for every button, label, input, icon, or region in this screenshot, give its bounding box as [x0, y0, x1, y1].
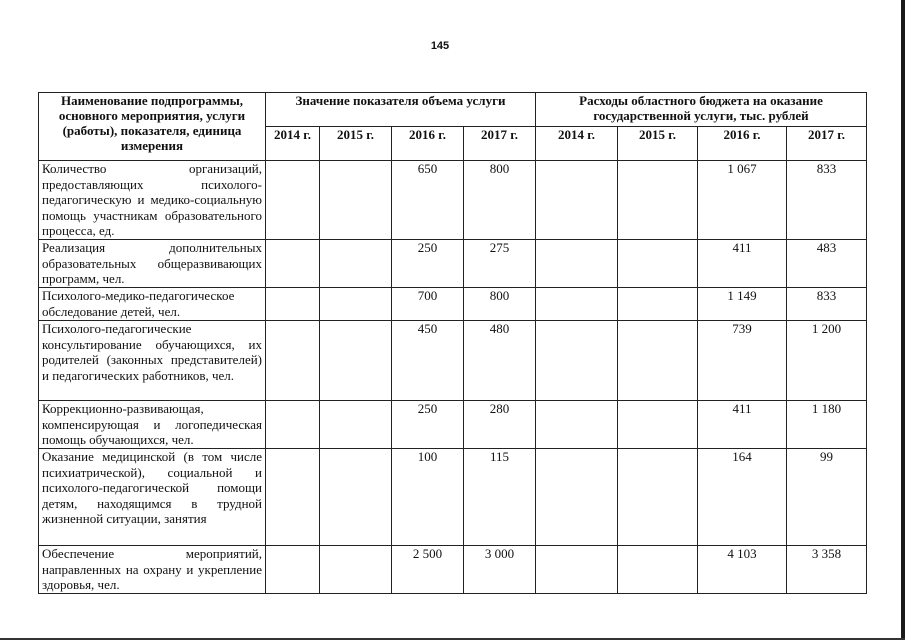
- volume-2017: 280: [464, 401, 536, 449]
- volume-2016: 700: [392, 288, 464, 321]
- volume-2017: 800: [464, 288, 536, 321]
- budget-2016: 1 149: [698, 288, 787, 321]
- row-name: Психолого-педагогические консультирование обучающихся, их родителей (законных представителей) и педагогических работников, чел.: [39, 321, 266, 401]
- volume-2017: 115: [464, 449, 536, 546]
- budget-2016: 164: [698, 449, 787, 546]
- volume-2015: [320, 546, 392, 594]
- table-row: [39, 161, 867, 240]
- volume-2015: [320, 401, 392, 449]
- budget-2014: [536, 161, 618, 240]
- budget-2015: [618, 240, 698, 288]
- table-row: [39, 401, 867, 449]
- budget-2017: 1 200: [787, 321, 867, 401]
- budget-2016: 411: [698, 401, 787, 449]
- budget-2014: [536, 546, 618, 594]
- table-row: [39, 449, 867, 546]
- volume-2015: [320, 321, 392, 401]
- budget-2017: 3 358: [787, 546, 867, 594]
- volume-2015: [320, 240, 392, 288]
- budget-2014: [536, 321, 618, 401]
- header-volume-year: 2016 г.: [392, 127, 464, 161]
- budget-table: [38, 92, 867, 594]
- volume-2014: [266, 161, 320, 240]
- volume-2014: [266, 546, 320, 594]
- header-row-groups: [39, 93, 867, 127]
- header-volume-year: 2017 г.: [464, 127, 536, 161]
- budget-2016: 1 067: [698, 161, 787, 240]
- row-name: Количество организаций, предоставляющих психолого-педагогическую и медико-социальную помощь участникам образовательного процесса, ед.: [39, 161, 266, 240]
- budget-2017: 1 180: [787, 401, 867, 449]
- budget-2015: [618, 321, 698, 401]
- budget-2014: [536, 288, 618, 321]
- budget-2015: [618, 288, 698, 321]
- budget-2015: [618, 161, 698, 240]
- budget-2016: 411: [698, 240, 787, 288]
- budget-2014: [536, 401, 618, 449]
- budget-2016: 4 103: [698, 546, 787, 594]
- volume-2015: [320, 288, 392, 321]
- volume-2017: 800: [464, 161, 536, 240]
- volume-2014: [266, 401, 320, 449]
- volume-2014: [266, 449, 320, 546]
- volume-2016: 100: [392, 449, 464, 546]
- header-name: Наименование подпрограммы, основного мероприятия, услуги (работы), показателя, единица измерения: [39, 93, 266, 161]
- header-budget-year: 2016 г.: [698, 127, 787, 161]
- row-name: Реализация дополнительных образовательных общеразвивающих программ, чел.: [39, 240, 266, 288]
- volume-2014: [266, 321, 320, 401]
- header-budget-group: Расходы областного бюджета на оказание государственной услуги, тыс. рублей: [536, 93, 867, 127]
- budget-2015: [618, 546, 698, 594]
- budget-2015: [618, 401, 698, 449]
- row-name: Психолого-медико-педагогическое обследование детей, чел.: [39, 288, 266, 321]
- table-row: [39, 288, 867, 321]
- table-row: [39, 546, 867, 594]
- table-row: [39, 240, 867, 288]
- volume-2017: 3 000: [464, 546, 536, 594]
- budget-2017: 99: [787, 449, 867, 546]
- volume-2016: 450: [392, 321, 464, 401]
- header-budget-year: 2014 г.: [536, 127, 618, 161]
- budget-2015: [618, 449, 698, 546]
- scan-edge-right: [901, 0, 905, 640]
- volume-2014: [266, 288, 320, 321]
- volume-2017: 480: [464, 321, 536, 401]
- budget-2017: 833: [787, 288, 867, 321]
- header-budget-year: 2015 г.: [618, 127, 698, 161]
- volume-2015: [320, 449, 392, 546]
- budget-2014: [536, 449, 618, 546]
- volume-2016: 650: [392, 161, 464, 240]
- header-volume-group: Значение показателя объема услуги: [266, 93, 536, 127]
- row-name: Оказание медицинской (в том числе психиатрической), социальной и психолого-педагогической помощи детям, находящимся в трудной жизненной ситуации, занятия: [39, 449, 266, 546]
- volume-2016: 250: [392, 401, 464, 449]
- budget-2017: 833: [787, 161, 867, 240]
- volume-2016: 250: [392, 240, 464, 288]
- budget-2017: 483: [787, 240, 867, 288]
- table-row: [39, 321, 867, 401]
- volume-2015: [320, 161, 392, 240]
- header-volume-year: 2014 г.: [266, 127, 320, 161]
- budget-2014: [536, 240, 618, 288]
- row-name: Обеспечение мероприятий, направленных на охрану и укрепление здоровья, чел.: [39, 546, 266, 594]
- row-name: Коррекционно-развивающая, компенсирующая и логопедическая помощь обучающихся, чел.: [39, 401, 266, 449]
- budget-2016: 739: [698, 321, 787, 401]
- volume-2014: [266, 240, 320, 288]
- header-budget-year: 2017 г.: [787, 127, 867, 161]
- page-number: 145: [430, 40, 450, 52]
- volume-2016: 2 500: [392, 546, 464, 594]
- volume-2017: 275: [464, 240, 536, 288]
- header-volume-year: 2015 г.: [320, 127, 392, 161]
